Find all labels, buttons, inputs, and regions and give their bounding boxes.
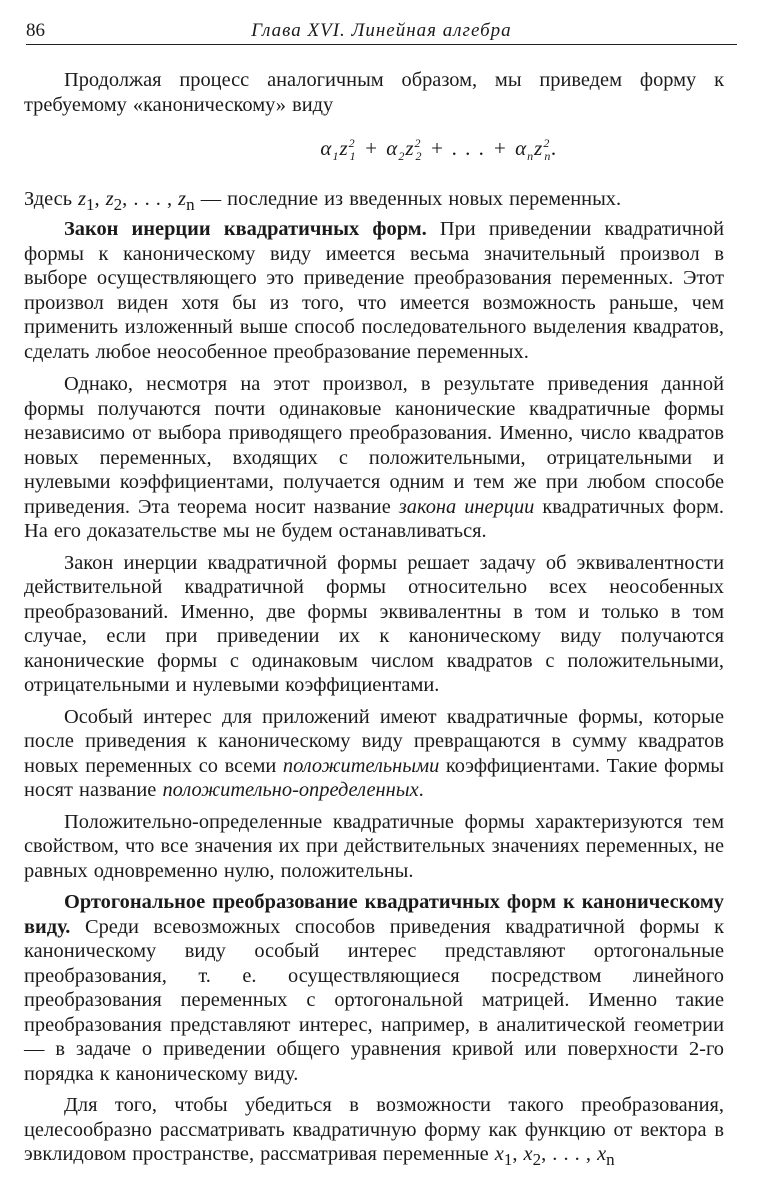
running-head: Глава XVI. Линейная алгебра <box>251 20 512 41</box>
page-header <box>26 18 737 45</box>
paragraph-6: Особый интерес для приложений имеют квадратичные формы, которые после приведения к каноническому виду превращаются в сумму квадратов новых переменных со всеми положительными коэффициентами. Такие формы носят название положительно-определенных. <box>24 705 724 802</box>
canonical-form-formula: $\alpha_1z^2_1 + \alpha_2z^2_2$ + . . . + $\alpha_nz^2_n$. <box>320 136 558 164</box>
page-number: 86 <box>26 20 45 41</box>
page-body <box>24 68 724 1173</box>
section-heading-orthogonal: Ортогональное преобразование квадратичных форм к каноническому виду. <box>24 891 724 938</box>
paragraph-9: Для того, чтобы убедиться в возможности такого преобразования, целесообразно рассматривать квадратичную форму как функцию от вектора в эвклидовом пространстве, рассматривая переменные $x_1$, $x_2$, . . . , $x_n$ <box>24 1094 724 1170</box>
section-heading-inertia-law: Закон инерции квадратичных форм. <box>64 218 427 241</box>
paragraph-orthogonal: Ортогональное преобразование квадратичных форм к каноническому виду. Среди всевозможных способов приведения квадратичной формы к каноническому виду особый интерес представляют ортогональные преобразования, т. е. осуществляющиеся посредством линейного преобразования переменных с ортогональной матрицей. Именно такие преобразования представляют интерес, например, в аналитической геометрии — в задаче о приведении общего уравнения кривой или поверхности 2-го порядка к каноническому виду. <box>24 891 724 1085</box>
paragraph-2: Здесь $z_1$, $z_2$, . . . , $z_n$ — последние из введенных новых переменных. <box>24 187 622 214</box>
paragraph-1: Продолжая процесс аналогичным образом, мы приведем форму к требуемому «каноническому» виду <box>24 69 724 116</box>
paragraph-7: Положительно-определенные квадратичные формы характеризуются тем свойством, что все значения их при действительных значениях переменных, не равных одновременно нулю, положительны. <box>24 810 724 882</box>
paragraph-4: Однако, несмотря на этот произвол, в результате приведения данной формы получаются почти одинаковые канонические квадратичные формы независимо от выбора приводящего преобразования. Именно, число квадратов новых переменных, входящих с положительными, отрицательными и нулевыми коэффициентами, получается одним и тем же при любом способе приведения. Эта теорема носит название закона инерции квадратичных форм. На его доказательстве мы не будем останавливаться. <box>24 373 724 543</box>
paragraph-5: Закон инерции квадратичной формы решает задачу об эквивалентности действительной квадратичной формы относительно всех неособенных преобразований. Именно, две формы эквивалентны в том и только в том случае, если при приведении их к каноническому виду получаются канонические формы с одинаковым числом квадратов с положительными, отрицательными и нулевыми коэффициентами. <box>24 551 724 697</box>
paragraph-inertia-law: Закон инерции квадратичных форм. При приведении квадратичной формы к каноническому виду имеется весьма значительный произвол в выборе осуществляющего это приведение преобразования переменных. Этот произвол виден хотя бы из того, что имеется возможность раньше, чем применить изложенный выше способ последовательного выделения квадратов, сделать любое неособенное преобразование переменных. <box>24 218 724 363</box>
